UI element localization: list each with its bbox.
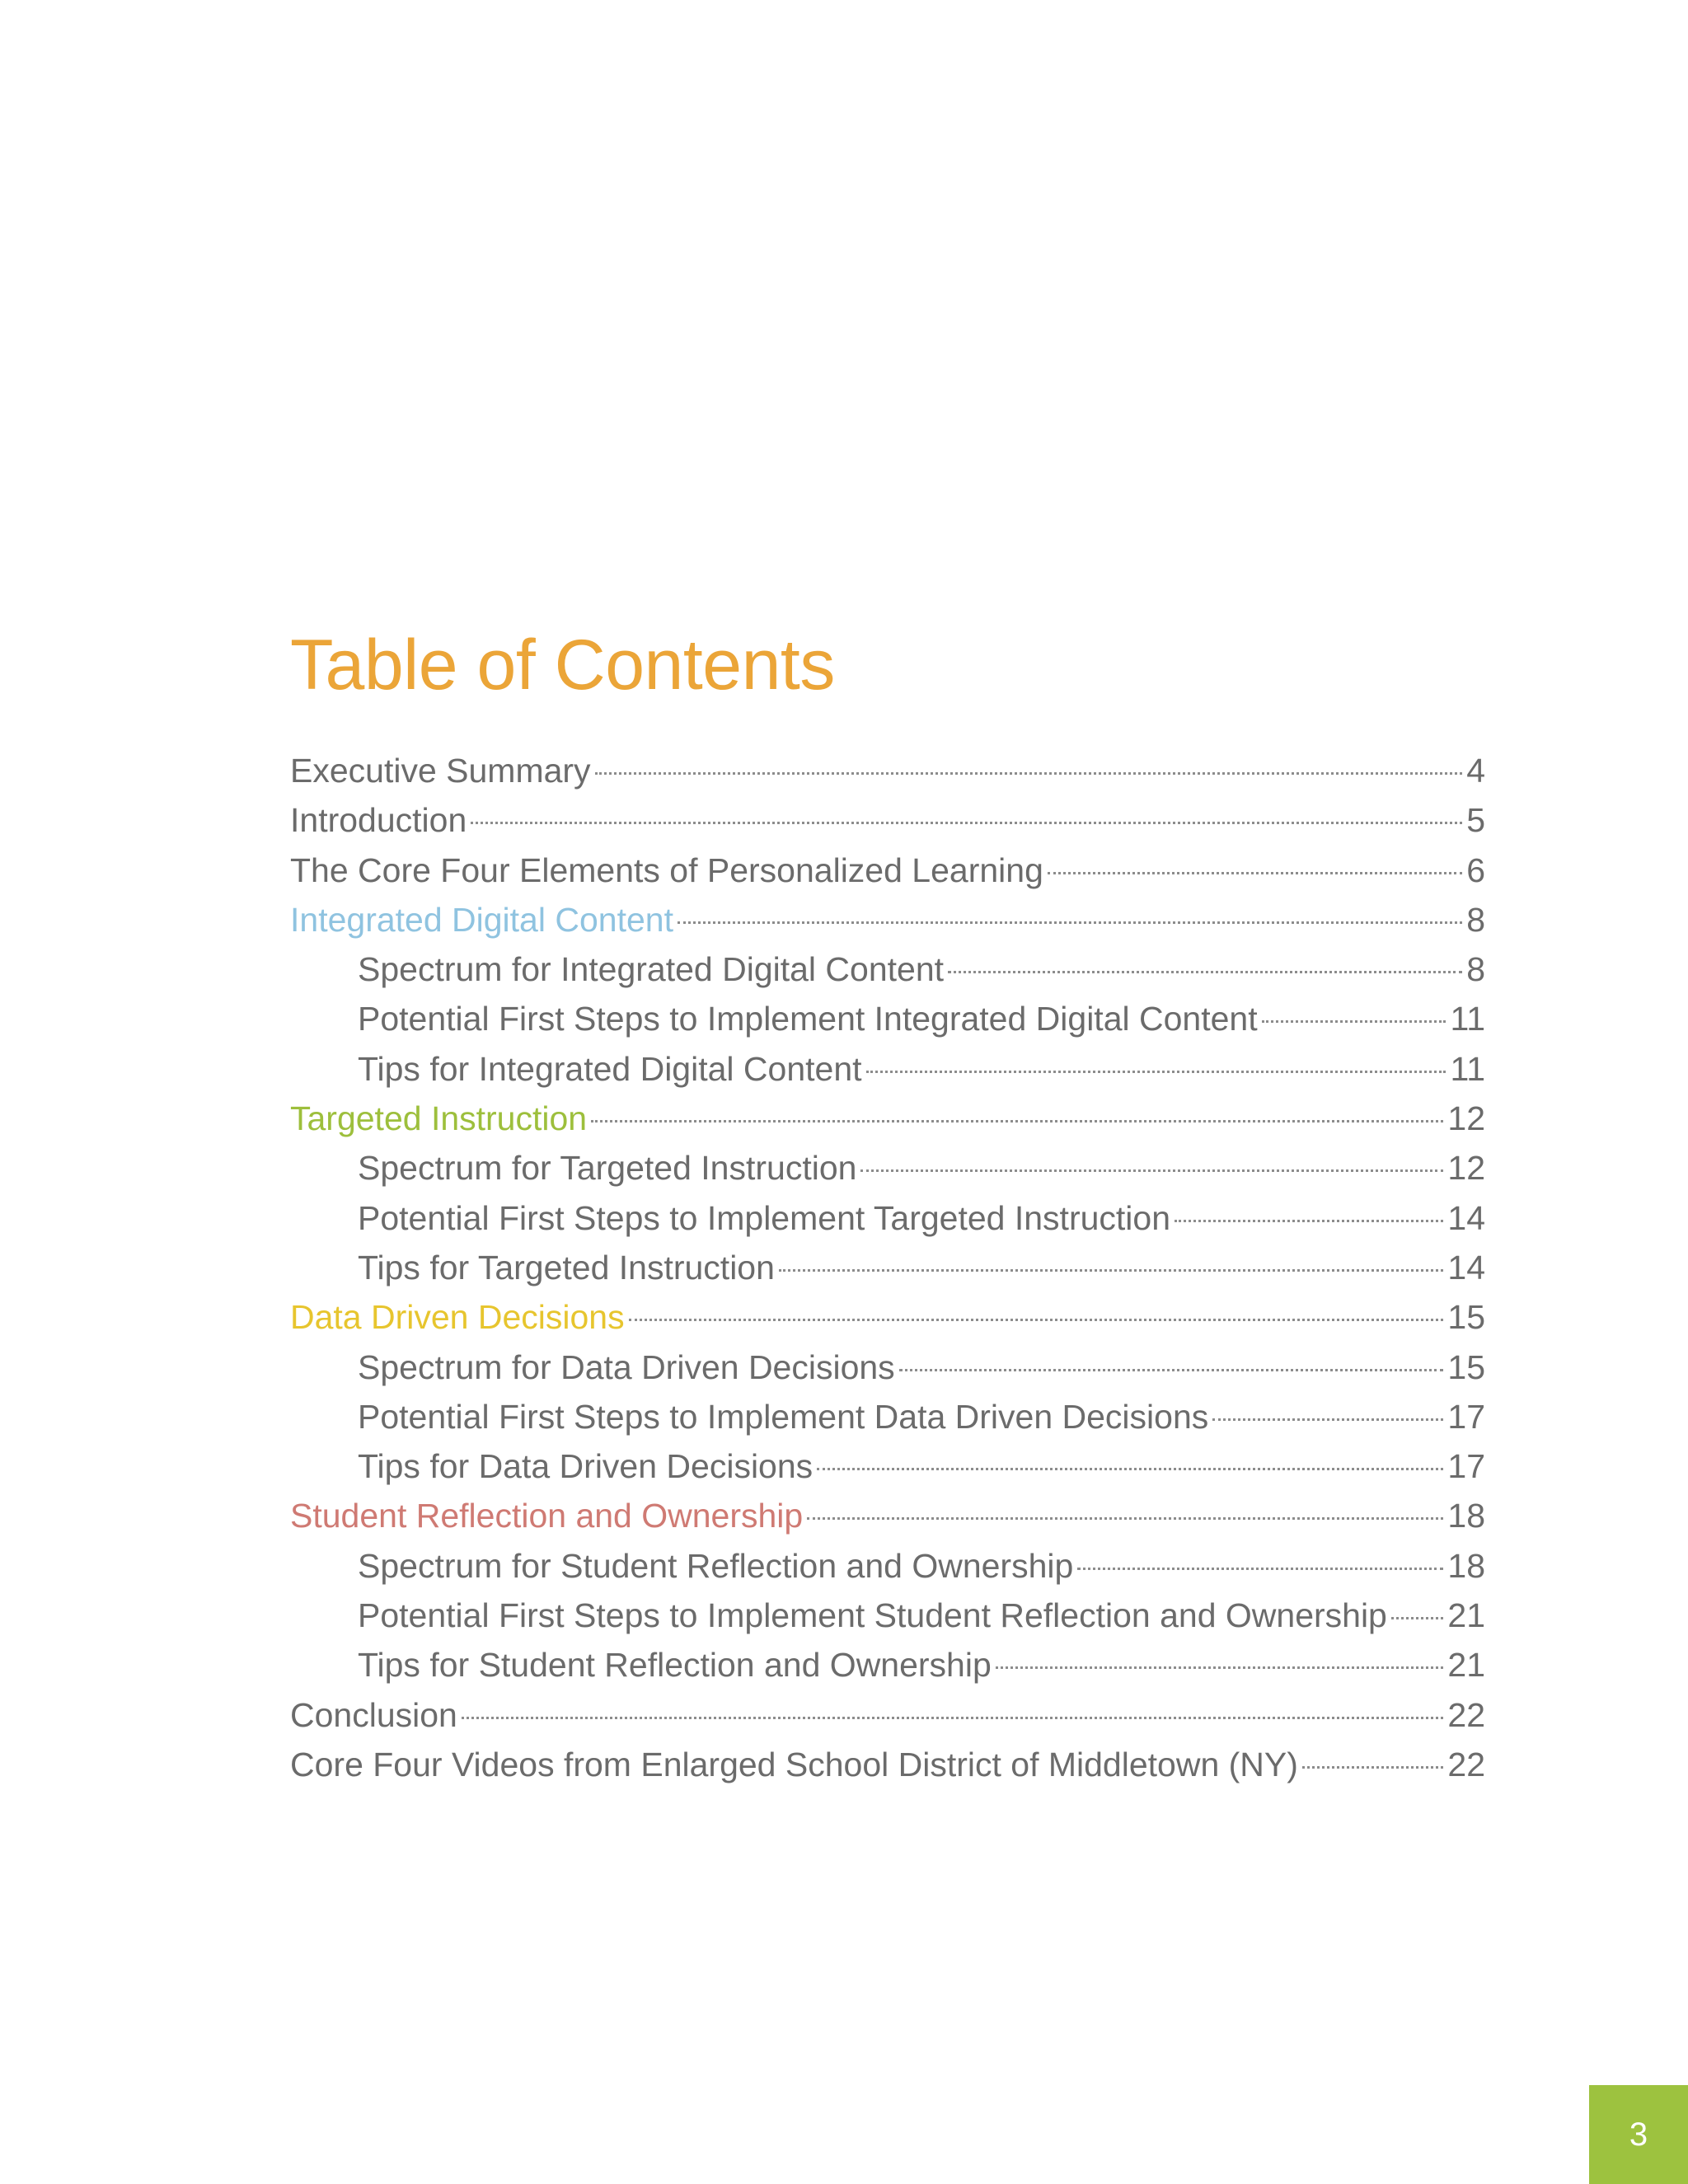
page-number: 3 [1629,2116,1648,2153]
dot-leader [629,1319,1444,1321]
toc-entry-label: The Core Four Elements of Personalized Learning [290,851,1043,889]
dot-leader [1262,1020,1447,1023]
toc-page-number: 4 [1466,752,1485,790]
toc-entry-core-four-videos[interactable] [290,1740,1485,1789]
toc-subentry-tips-integrated[interactable] [290,1044,1485,1094]
toc-entry-label: Spectrum for Data Driven Decisions [358,1347,895,1386]
toc-subentry-spectrum-targeted[interactable] [290,1143,1485,1193]
toc-subentry-spectrum-integrated[interactable] [290,944,1485,994]
dot-leader [595,772,1463,775]
toc-page-number: 15 [1447,1347,1485,1386]
page-title: Table of Contents [290,626,835,705]
dot-leader [1212,1418,1443,1421]
dot-leader [807,1517,1443,1520]
toc-page-number: 22 [1447,1695,1485,1734]
toc-entry-label: Tips for Integrated Digital Content [358,1049,862,1088]
toc-subentry-first-steps-targeted[interactable] [290,1193,1485,1243]
toc-entry-label: Spectrum for Targeted Instruction [358,1149,857,1188]
toc-entry-label: Tips for Student Reflection and Ownership [358,1646,992,1685]
toc-page-number: 11 [1450,1049,1485,1088]
toc-page-number: 8 [1466,950,1485,989]
toc-page-number: 21 [1447,1646,1485,1685]
toc-entry-integrated-digital-content[interactable] [290,895,1485,944]
dot-leader [1391,1617,1444,1619]
toc-subentry-first-steps-data[interactable] [290,1392,1485,1441]
toc-entry-label: Executive Summary [290,752,591,790]
toc-page-number: 6 [1466,851,1485,889]
toc-entry-label: Spectrum for Student Reflection and Ownership [358,1546,1074,1585]
dot-leader [860,1169,1443,1172]
dot-leader [899,1369,1444,1371]
toc-entry-conclusion[interactable] [290,1690,1485,1740]
toc-subentry-spectrum-student[interactable] [290,1541,1485,1591]
dot-leader [866,1071,1447,1073]
toc-entry-introduction[interactable] [290,795,1485,845]
toc-entry-executive-summary[interactable] [290,746,1485,795]
toc-page-number: 17 [1447,1447,1485,1486]
toc-entry-targeted-instruction[interactable] [290,1094,1485,1143]
toc-page-number: 21 [1447,1596,1485,1635]
dot-leader [1302,1766,1443,1769]
toc-page-number: 18 [1447,1546,1485,1585]
toc-page-number: 14 [1447,1248,1485,1286]
toc-page-number: 22 [1447,1745,1485,1783]
toc-entry-label: Conclusion [290,1695,457,1734]
dot-leader [471,822,1462,824]
dot-leader [948,971,1462,973]
dot-leader [1048,872,1462,874]
toc-page-number: 18 [1447,1497,1485,1535]
toc-subentry-first-steps-student[interactable] [290,1591,1485,1640]
toc-subentry-tips-student[interactable] [290,1640,1485,1690]
table-of-contents [290,746,1485,1789]
toc-page-number: 12 [1447,1099,1485,1138]
toc-page-number: 17 [1447,1397,1485,1436]
toc-entry-data-driven-decisions[interactable] [290,1292,1485,1342]
toc-entry-label: Introduction [290,801,467,840]
dot-leader [678,921,1462,924]
toc-entry-label: Core Four Videos from Enlarged School District of Middletown (NY) [290,1745,1298,1783]
dot-leader [996,1666,1444,1669]
toc-section-label-integrated-digital-content: Integrated Digital Content [290,900,673,939]
toc-section-label-student-reflection: Student Reflection and Ownership [290,1497,804,1535]
toc-page-number: 15 [1447,1298,1485,1337]
dot-leader [1077,1568,1443,1570]
dot-leader [817,1468,1443,1470]
toc-subentry-tips-targeted[interactable] [290,1243,1485,1292]
toc-section-label-targeted-instruction: Targeted Instruction [290,1099,588,1138]
toc-entry-label: Spectrum for Integrated Digital Content [358,950,945,989]
toc-entry-label: Potential First Steps to Implement Integrated Digital Content [358,1000,1258,1038]
dot-leader [779,1269,1443,1272]
page-number-badge [1589,2085,1688,2184]
toc-page-number: 11 [1450,1000,1485,1038]
dot-leader [591,1120,1443,1122]
toc-entry-label: Potential First Steps to Implement Targeted Instruction [358,1198,1171,1237]
toc-entry-label: Tips for Targeted Instruction [358,1248,775,1286]
toc-subentry-tips-data[interactable] [290,1441,1485,1491]
toc-entry-label: Potential First Steps to Implement Student Reflection and Ownership [358,1596,1387,1635]
toc-page-number: 12 [1447,1149,1485,1188]
toc-page-number: 8 [1466,900,1485,939]
toc-page-number: 14 [1447,1198,1485,1237]
toc-page-number: 5 [1466,801,1485,840]
toc-entry-student-reflection[interactable] [290,1491,1485,1540]
toc-subentry-spectrum-data[interactable] [290,1343,1485,1392]
toc-section-label-data-driven-decisions: Data Driven Decisions [290,1298,625,1337]
dot-leader [1175,1220,1443,1222]
toc-entry-core-four-elements[interactable] [290,846,1485,895]
toc-entry-label: Tips for Data Driven Decisions [358,1447,814,1486]
dot-leader [462,1717,1444,1719]
toc-subentry-first-steps-integrated[interactable] [290,994,1485,1043]
toc-entry-label: Potential First Steps to Implement Data Driven Decisions [358,1397,1209,1436]
